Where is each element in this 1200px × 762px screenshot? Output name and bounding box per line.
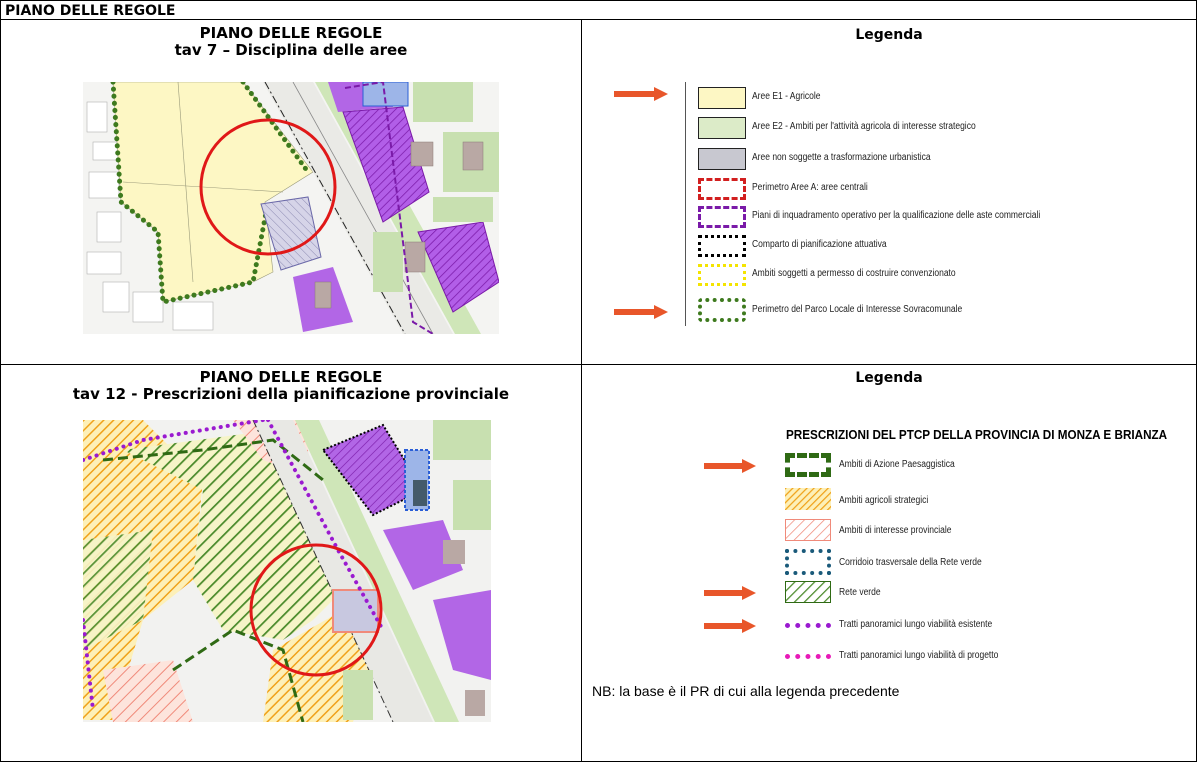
legend-label: Aree E1 - Agricole	[752, 91, 821, 102]
note-text: NB: la base è il PR di cui alla legenda precedente	[592, 683, 900, 699]
tav12-legend-cell	[581, 364, 1197, 762]
arrow-icon	[704, 619, 756, 633]
legend-label: Perimetro del Parco Locale di Interesse Sovracomunale	[752, 304, 963, 315]
arrow-icon	[704, 586, 756, 600]
swatch-perimetro-parco	[698, 298, 746, 322]
tav12-cell	[0, 364, 582, 762]
legend-label: Piani di inquadramento operativo per la qualificazione delle aste commerciali	[752, 210, 1041, 221]
legend-label: Tratti panoramici lungo viabilità di progetto	[839, 650, 999, 661]
tav7-legend-cell	[581, 19, 1197, 365]
swatch-aree-non-soggette	[698, 148, 746, 170]
legend-label: Rete verde	[839, 587, 881, 598]
swatch-rete-verde	[785, 581, 831, 603]
tav12-title-line1: PIANO DELLE REGOLE	[199, 368, 383, 386]
legend-label: Perimetro Aree A: aree centrali	[752, 182, 868, 193]
swatch-ambiti-interesse-provinciale	[785, 519, 831, 541]
tav7-legend-title: Legenda	[855, 27, 923, 43]
swatch-aree-e2	[698, 117, 746, 139]
tav12-title-line2: tav 12 - Prescrizioni della pianificazione provinciale	[72, 385, 510, 403]
swatch-tratti-esistente	[785, 623, 831, 629]
tav7-title-line2: tav 7 – Disciplina delle aree	[174, 41, 408, 59]
swatch-comparto	[698, 235, 746, 257]
legend-label: Ambiti di interesse provinciale	[839, 525, 952, 536]
swatch-ambiti-agricoli	[785, 488, 831, 510]
legend-label: Ambiti di Azione Paesaggistica	[839, 459, 955, 470]
tav7-map	[83, 82, 499, 334]
tav7-title-line1: PIANO DELLE REGOLE	[199, 24, 383, 42]
arrow-icon	[704, 459, 756, 473]
legend-label: Tratti panoramici lungo viabilità esistente	[839, 619, 993, 630]
legend-vertical-rule	[685, 82, 686, 326]
arrow-icon	[614, 305, 668, 319]
swatch-corridoio-trasversale	[785, 549, 831, 575]
tav12-map	[83, 420, 491, 722]
legend-label: Ambiti agricoli strategici	[839, 495, 929, 506]
swatch-ambiti-azione-paesaggistica	[785, 453, 831, 477]
arrow-icon	[614, 87, 668, 101]
ptcp-subtitle: PRESCRIZIONI DEL PTCP DELLA PROVINCIA DI MONZA E BRIANZA	[786, 427, 1168, 442]
tav12-legend-title: Legenda	[855, 370, 923, 386]
tav7-cell	[0, 19, 582, 365]
legend-label: Ambiti soggetti a permesso di costruire convenzionato	[752, 268, 956, 279]
legend-label: Comparto di pianificazione attuativa	[752, 239, 887, 250]
swatch-perimetro-aree-a	[698, 178, 746, 200]
page-header: PIANO DELLE REGOLE	[0, 0, 1197, 20]
swatch-piani-inquadramento	[698, 206, 746, 228]
swatch-aree-e1	[698, 87, 746, 109]
swatch-ambiti-permesso	[698, 264, 746, 286]
legend-label: Corridoio trasversale della Rete verde	[839, 557, 982, 568]
legend-label: Aree non soggette a trasformazione urbanistica	[752, 152, 931, 163]
swatch-tratti-progetto	[785, 654, 831, 660]
legend-label: Aree E2 - Ambiti per l'attività agricola di interesse strategico	[752, 121, 976, 132]
